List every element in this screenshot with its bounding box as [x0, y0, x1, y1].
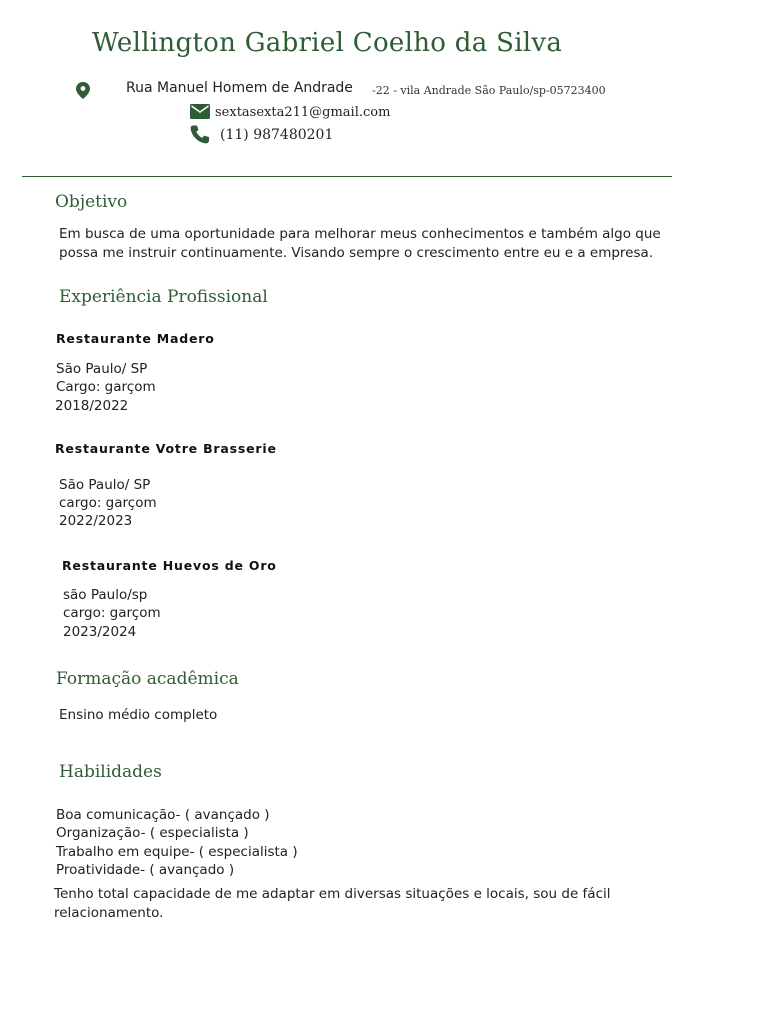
objective-line-2: possa me instruir continuamente. Visando sempre o crescimento entre eu e a empresa.: [59, 245, 654, 261]
skills-summary-line-1: Tenho total capacidade de me adaptar em diversas situações e locais, sou de fácil: [54, 886, 611, 902]
location-pin-icon: [76, 82, 90, 99]
skill-item: Proatividade- ( avançado ): [56, 862, 235, 878]
job-role: cargo: garçom: [63, 605, 161, 621]
job-company: Restaurante Votre Brasserie: [55, 441, 277, 456]
job-company: Restaurante Madero: [56, 331, 215, 346]
job-role: cargo: garçom: [59, 495, 157, 511]
job-period: 2023/2024: [63, 624, 137, 640]
skill-item: Trabalho em equipe- ( especialista ): [56, 844, 298, 860]
resume-name: Wellington Gabriel Coelho da Silva: [92, 28, 563, 58]
address-details: -22 - vila Andrade São Paulo/sp-05723400: [372, 84, 606, 97]
job-role: Cargo: garçom: [56, 379, 156, 395]
job-city: São Paulo/ SP: [59, 477, 151, 493]
skills-title: Habilidades: [59, 762, 162, 782]
job-period: 2018/2022: [55, 398, 129, 414]
header-divider: [22, 176, 672, 177]
job-city: São Paulo/ SP: [56, 361, 148, 377]
skill-item: Organização- ( especialista ): [56, 825, 249, 841]
job-company: Restaurante Huevos de Oro: [62, 558, 277, 573]
email-address: sextasexta211@gmail.com: [215, 105, 391, 120]
objective-line-1: Em busca de uma oportunidade para melhorar meus conhecimentos e também algo que: [59, 226, 661, 242]
education-title: Formação acadêmica: [56, 669, 239, 689]
objective-title: Objetivo: [55, 192, 128, 212]
skill-item: Boa comunicação- ( avançado ): [56, 807, 270, 823]
address-street: Rua Manuel Homem de Andrade: [126, 80, 353, 96]
job-period: 2022/2023: [59, 513, 133, 529]
phone-number: (11) 987480201: [220, 127, 334, 143]
envelope-icon: [190, 104, 210, 119]
job-city: são Paulo/sp: [63, 587, 148, 603]
education-item: Ensino médio completo: [59, 707, 218, 723]
skills-summary-line-2: relacionamento.: [54, 905, 164, 921]
experience-title: Experiência Profissional: [59, 287, 268, 307]
phone-icon: [190, 125, 210, 144]
